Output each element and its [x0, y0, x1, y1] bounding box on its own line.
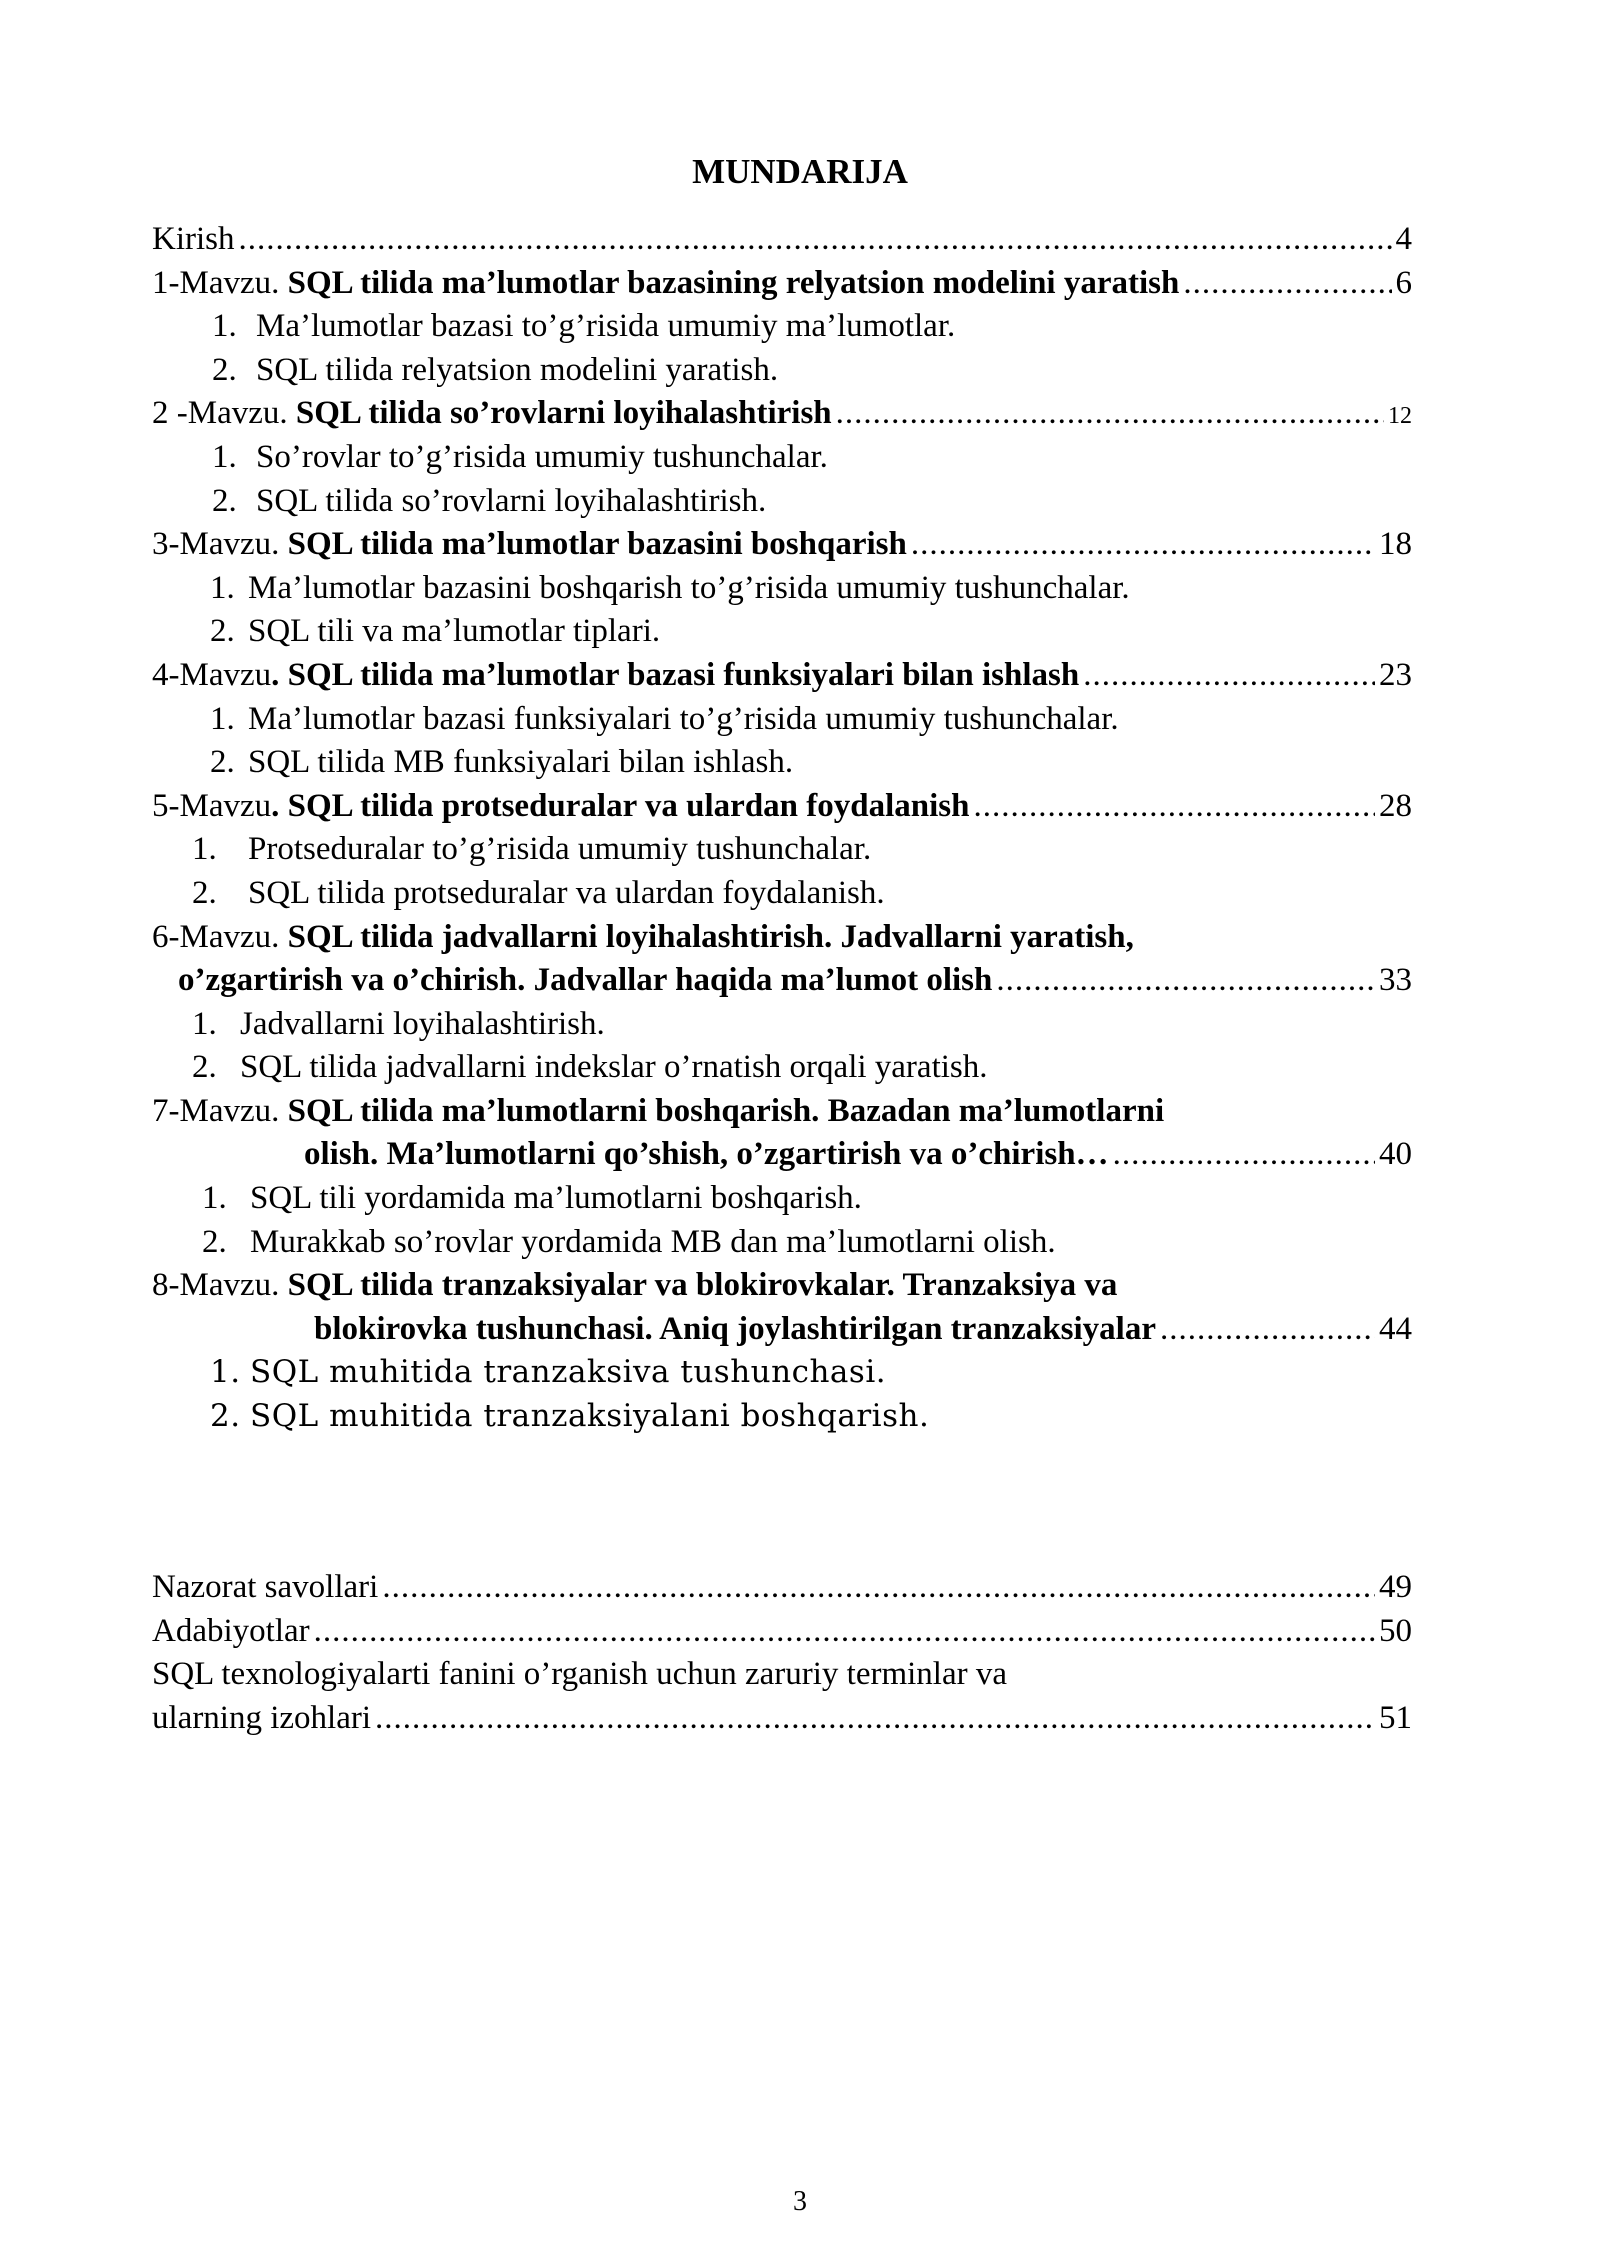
toc-page-number: 12	[1388, 403, 1412, 430]
toc-subentry: 2. SQL tilida relyatsion modelini yaratish.	[212, 351, 779, 388]
toc-page-number: 44	[1379, 1310, 1412, 1347]
toc-page-number: 6	[1395, 264, 1412, 301]
toc-page-number: 23	[1379, 656, 1412, 693]
toc-entry-topic-5	[152, 785, 1412, 829]
toc-page-number: 4	[1395, 221, 1412, 257]
dot-leader	[314, 1610, 1375, 1654]
toc-entry-terminlar	[152, 1653, 1412, 1697]
dot-leader	[1083, 654, 1375, 698]
table-of-contents	[152, 218, 1412, 1439]
toc-page-number: 49	[1379, 1569, 1412, 1605]
toc-subentry: 2. SQL tilida MB funksiyalari bilan ishlash.	[210, 744, 794, 781]
toc-entry-label: SQL texnologiyalarti fanini o’rganish uchun zaruriy terminlar va	[152, 1656, 1008, 1693]
dot-leader	[1183, 262, 1391, 306]
topic-title: SQL tilida tranzaksiyalar va blokirovkalar. Tranzaksiya va	[287, 1267, 1118, 1304]
toc-entry-topic-3	[152, 523, 1412, 567]
toc-subentry: 2. SQL tilida so’rovlarni loyihalashtirish.	[212, 482, 767, 519]
toc-subentry: 1. SQL tili yordamida ma’lumotlarni boshqarish.	[202, 1180, 862, 1217]
toc-subentry: 2. SQL tilida protseduralar va ulardan foydalanish.	[192, 874, 885, 911]
topic-title: SQL tilida ma’lumotlar bazasini boshqarish	[287, 526, 907, 563]
toc-entry-adabiyotlar	[152, 1610, 1412, 1654]
dot-leader	[1160, 1308, 1375, 1352]
topic-prefix: 7-Mavzu.	[152, 1092, 288, 1129]
dot-leader	[239, 218, 1392, 262]
toc-page-number: 40	[1379, 1136, 1412, 1173]
page-number: 3	[793, 2186, 807, 2217]
toc-entry-topic-7	[152, 1090, 1412, 1134]
toc-entry-nazorat	[152, 1566, 1412, 1610]
topic-prefix: 5-Mavzu	[152, 787, 272, 824]
toc-entry-terminlar-continued	[152, 1697, 1412, 1741]
toc-entry-label: Nazorat savollari	[152, 1569, 379, 1605]
topic-title-continued: olish. Ma’lumotlarni qo’shish, o’zgartirish va o’chirish…	[304, 1136, 1109, 1173]
topic-prefix: 4-Mavzu	[152, 656, 272, 693]
dot-leader	[836, 392, 1384, 436]
toc-page-number: 33	[1379, 962, 1412, 999]
toc-page-number: 18	[1379, 526, 1412, 563]
toc-page-number: 50	[1379, 1612, 1412, 1649]
topic-prefix: 1-Mavzu.	[152, 264, 288, 301]
back-matter	[152, 1566, 1412, 1740]
toc-subentry: 2. SQL tili va ma’lumotlar tiplari.	[210, 613, 661, 650]
toc-entry-label-continued: ularning izohlari	[152, 1699, 372, 1736]
toc-entry-topic-4	[152, 654, 1412, 698]
topic-prefix: 6-Mavzu.	[152, 918, 288, 955]
topic-title: SQL tilida jadvallarni loyihalashtirish. Jadvallarni yaratish,	[287, 918, 1134, 955]
dot-leader	[974, 785, 1375, 829]
topic-prefix: 8-Mavzu.	[152, 1267, 288, 1304]
toc-subentry: 1. So’rovlar to’g’risida umumiy tushunchalar.	[212, 438, 828, 475]
dot-leader	[1113, 1133, 1375, 1177]
toc-page-number: 51	[1379, 1699, 1412, 1736]
toc-subentry: 2. Murakkab so’rovlar yordamida MB dan ma’lumotlarni olish.	[202, 1223, 1056, 1260]
toc-subentry: 1. Protseduralar to’g’risida umumiy tushunchalar.	[192, 831, 872, 868]
toc-page-number: 28	[1379, 787, 1412, 824]
page-title: MUNDARIJA	[692, 152, 908, 191]
toc-subentry: 1. Jadvallarni loyihalashtirish.	[192, 1005, 605, 1042]
dot-leader	[996, 959, 1375, 1003]
toc-subentry: 2. SQL muhitida tranzaksiyalani boshqarish.	[210, 1398, 930, 1435]
toc-subentry: 1. SQL muhitida tranzaksiva tushunchasi.	[210, 1354, 887, 1391]
topic-title-continued: blokirovka tushunchasi. Aniq joylashtirilgan tranzaksiyalar	[314, 1310, 1156, 1347]
toc-entry-topic-8-continued	[152, 1308, 1412, 1352]
topic-title: SQL tilida ma’lumotlarni boshqarish. Bazadan ma’lumotlarni	[287, 1092, 1165, 1129]
topic-title-continued: o’zgartirish va o’chirish. Jadvallar haqida ma’lumot olish	[178, 962, 993, 999]
toc-entry-kirish	[152, 218, 1412, 262]
toc-subentry: 1. Ma’lumotlar bazasi to’g’risida umumiy ma’lumotlar.	[212, 308, 956, 345]
toc-subentry: 1. Ma’lumotlar bazasi funksiyalari to’g’risida umumiy tushunchalar.	[210, 700, 1119, 737]
toc-entry-topic-7-continued	[152, 1133, 1412, 1177]
toc-entry-topic-2	[152, 392, 1412, 436]
toc-entry-topic-6	[152, 916, 1412, 960]
toc-entry-topic-8	[152, 1264, 1412, 1308]
toc-subentry: 2. SQL tilida jadvallarni indekslar o’rnatish orqali yaratish.	[192, 1049, 988, 1086]
topic-prefix: 3-Mavzu.	[152, 526, 288, 563]
topic-prefix: 2 -Mavzu.	[152, 395, 296, 432]
topic-title: . SQL tilida ma’lumotlar bazasi funksiyalari bilan ishlash	[271, 656, 1080, 693]
toc-entry-topic-1	[152, 262, 1412, 306]
toc-entry-label: Adabiyotlar	[152, 1612, 310, 1649]
dot-leader	[375, 1697, 1375, 1741]
toc-entry-label: Kirish	[152, 221, 235, 257]
toc-entry-topic-6-continued	[152, 959, 1412, 1003]
dot-leader	[911, 523, 1375, 567]
topic-title: . SQL tilida protseduralar va ulardan foydalanish	[271, 787, 970, 824]
toc-subentry: 1. Ma’lumotlar bazasini boshqarish to’g’risida umumiy tushunchalar.	[210, 569, 1130, 606]
dot-leader	[382, 1566, 1375, 1610]
topic-title: SQL tilida so’rovlarni loyihalashtirish	[295, 395, 832, 432]
topic-title: SQL tilida ma’lumotlar bazasining relyatsion modelini yaratish	[287, 264, 1180, 301]
